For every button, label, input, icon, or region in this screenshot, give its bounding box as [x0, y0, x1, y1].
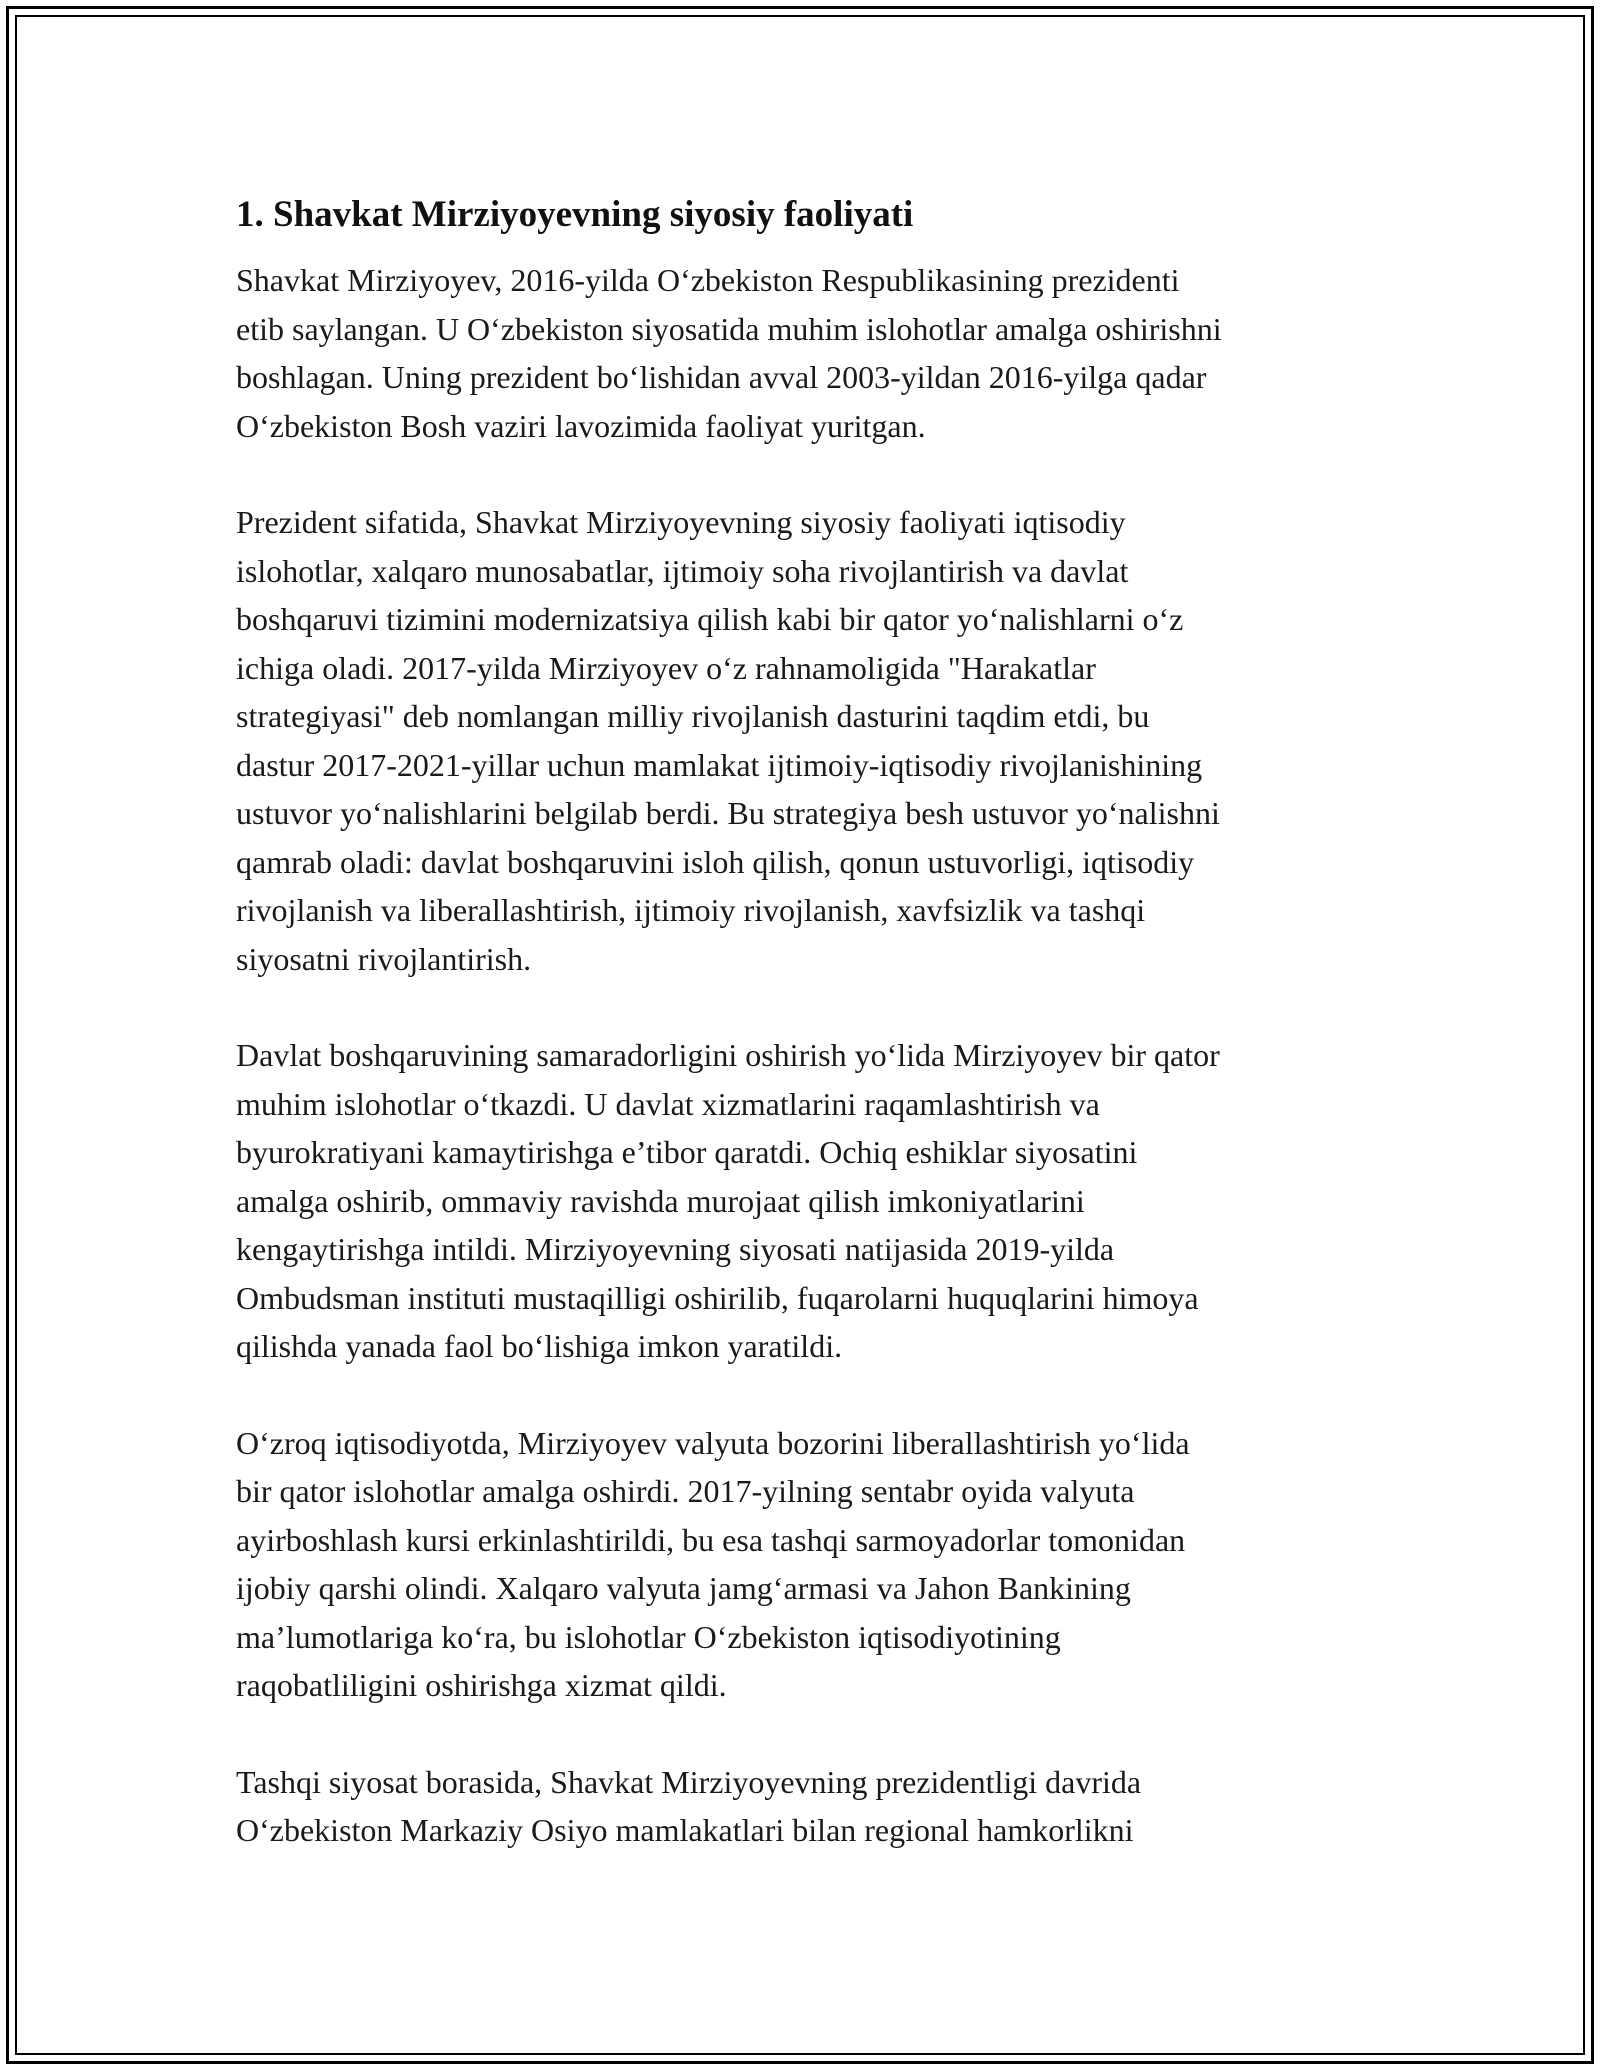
paragraph	[236, 256, 1386, 450]
text-line: ayirboshlash kursi erkinlashtirildi, bu esa tashqi sarmoyadorlar tomonidan	[236, 1521, 1186, 1558]
paragraph	[236, 1758, 1386, 1855]
text-line: Ombudsman instituti mustaqilligi oshirilib, fuqarolarni huquqlarini himoya	[236, 1279, 1199, 1316]
paragraph	[236, 1419, 1386, 1710]
text-line: islohotlar, xalqaro munosabatlar, ijtimoiy soha rivojlantirish va davlat	[236, 552, 1129, 589]
text-line: O‘zbekiston Markaziy Osiyo mamlakatlari bilan regional hamkorlikni	[236, 1812, 1134, 1848]
document-body	[236, 186, 1386, 1903]
text-line: boshqaruvi tizimini modernizatsiya qilish kabi bir qator yo‘nalishlarni o‘z	[236, 601, 1184, 637]
text-line: ma’lumotlariga ko‘ra, bu islohotlar O‘zbekiston iqtisodiyotining	[236, 1618, 1061, 1655]
paragraph	[236, 1031, 1386, 1371]
text-line: ijobiy qarshi olindi. Xalqaro valyuta jamg‘armasi va Jahon Bankining	[236, 1570, 1131, 1606]
text-line: boshlagan. Uning prezident bo‘lishidan avval 2003-yildan 2016-yilga qadar	[236, 359, 1207, 395]
text-line: siyosatni rivojlantirish.	[236, 940, 532, 977]
text-line: Davlat boshqaruvining samaradorligini oshirish yo‘lida Mirziyoyev bir qator	[236, 1037, 1220, 1073]
text-line: qamrab oladi: davlat boshqaruvini isloh qilish, qonun ustuvorligi, iqtisodiy	[236, 843, 1195, 880]
text-line: qilishda yanada faol bo‘lishiga imkon yaratildi.	[236, 1328, 843, 1364]
text-line: ustuvor yo‘nalishlarini belgilab berdi. Bu strategiya besh ustuvor yo‘nalishni	[236, 795, 1220, 831]
paragraph	[236, 498, 1386, 983]
section-heading: 1. Shavkat Mirziyoyevning siyosiy faoliyati	[236, 194, 914, 235]
text-line: muhim islohotlar o‘tkazdi. U davlat xizmatlarini raqamlashtirish va	[236, 1085, 1100, 1122]
text-line: ichiga oladi. 2017-yilda Mirziyoyev o‘z rahnamoligida "Harakatlar	[236, 649, 1096, 686]
text-line: O‘zroq iqtisodiyotda, Mirziyoyev valyuta bozorini liberallashtirish yo‘lida	[236, 1424, 1190, 1461]
paragraph-list	[236, 256, 1386, 1855]
text-line: etib saylangan. U O‘zbekiston siyosatida muhim islohotlar amalga oshirishni	[236, 310, 1222, 347]
text-line: O‘zbekiston Bosh vaziri lavozimida faoliyat yuritgan.	[236, 407, 926, 444]
text-line: bir qator islohotlar amalga oshirdi. 2017-yilning sentabr oyida valyuta	[236, 1473, 1135, 1509]
text-line: raqobatliligini oshirishga xizmat qildi.	[236, 1667, 727, 1703]
text-line: byurokratiyani kamaytirishga e’tibor qaratdi. Ochiq eshiklar siyosatini	[236, 1134, 1138, 1170]
text-line: amalga oshirib, ommaviy ravishda murojaat qilish imkoniyatlarini	[236, 1182, 1085, 1219]
text-line: Shavkat Mirziyoyev, 2016-yilda O‘zbekiston Respublikasining prezidenti	[236, 262, 1180, 298]
text-line: dastur 2017-2021-yillar uchun mamlakat ijtimoiy-iqtisodiy rivojlanishining	[236, 746, 1203, 783]
text-line: strategiyasi" deb nomlangan milliy rivojlanish dasturini taqdim etdi, bu	[236, 698, 1150, 734]
text-line: Tashqi siyosat borasida, Shavkat Mirziyoyevning prezidentligi davrida	[236, 1763, 1142, 1800]
text-line: rivojlanish va liberallashtirish, ijtimoiy rivojlanish, xavfsizlik va tashqi	[236, 892, 1146, 928]
text-line: kengaytirishga intildi. Mirziyoyevning siyosati natijasida 2019-yilda	[236, 1231, 1115, 1267]
text-line: Prezident sifatida, Shavkat Mirziyoyevning siyosiy faoliyati iqtisodiy	[236, 504, 1126, 540]
